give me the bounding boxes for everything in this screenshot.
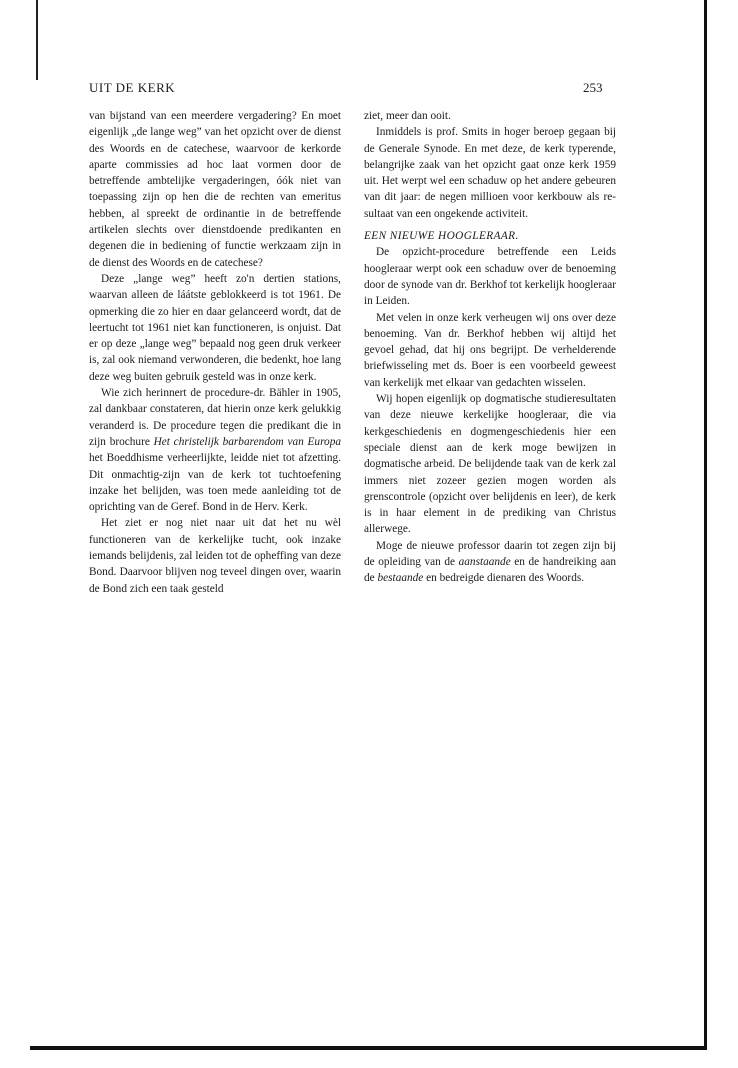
paragraph: van bijstand van een meerdere vergadering? En moet eigenlijk „de lange weg” van het opzicht over de dienst des Woords en de catechese, waarvoor de kerkorde aparte commissies ad hoc laat vormen door de betreffende ambtelijke vergaderingen, óók niet van toepassing zijn op hen die de rechten van emeritus hebben, al spreekt de ordinantie in de betreffende artikelen slechts over dienstdoende predikanten en degenen die in bediening of functie werkzaam zijn in de dienst des Woords en de catechese? xyxy=(89,110,341,269)
paragraph-text: en bedreigde dienaren des Woords. xyxy=(423,572,585,585)
paragraph: Wij hopen eigenlijk op dogmatische studieresultaten van deze nieuwe kerkelijke hoogleraar, die via kerkgeschiedenis en dogmengeschiedenis hier een speciale dienst aan de kerk moge bewijzen in dogmatische arbeid. De belijdende taak van de kerk zal immers niet zozeer gezien mogen worden als grenscontrole (opzicht over belijdenis en leer), de kerk is in haar element in de prediking van Christus allerwege. xyxy=(364,393,616,536)
section-heading: EEN NIEUWE HOOGLERAAR. xyxy=(364,230,519,243)
paragraph: Inmiddels is prof. Smits in hoger beroep gegaan bij de Generale Synode. En met deze, de kerk typerende, belangrijke zaak van het opzicht gaat onze kerk 1959 uit. Het werpt wel een schaduw op het andere gebeuren van dit jaar: de negen millioen voor kerkbouw als resultaat van een ongekende activiteit. xyxy=(364,126,616,220)
emphasis: aanstaande xyxy=(458,556,511,569)
scan-edge-right xyxy=(704,0,707,1050)
right-column xyxy=(364,108,616,587)
paragraph xyxy=(364,538,616,587)
page-number: 253 xyxy=(583,80,603,95)
paragraph: Deze „lange weg” heeft zo'n dertien stations, waarvan alleen de láátste geblokkeerd is tot 1961. De opmerking die zo hier en daar gelanceerd wordt, dat de leertucht tot 1961 niet kan functioneren, is onjuist. Dat er op deze „lange weg” bepaald nog geen druk verkeer is, zal ook niemand verwonderen, die bedenkt, hoe lang deze weg buiten gebruik gesteld was in onze kerk. xyxy=(89,272,341,383)
paragraph: Het ziet er nog niet naar uit dat het nu wèl functioneren van de kerkelijke tucht, ook inzake iemands belijdenis, zal leiden tot de opheffing van deze Bond. Daarvoor blijven nog teveel dingen over, waarin de Bond zich een taak gesteld xyxy=(89,517,341,595)
paragraph-text: en de handreiking aan de xyxy=(364,556,616,585)
scan-edge-left xyxy=(36,0,38,80)
emphasis: bestaande xyxy=(377,572,424,585)
left-column xyxy=(89,108,341,597)
paragraph: ziet, meer dan ooit. xyxy=(364,110,451,122)
paragraph-text: Moge de nieuwe professor daarin tot zegen zijn bij de opleiding van de xyxy=(364,539,616,569)
brochure-title: Het christelijk barbarendom van Europa xyxy=(153,435,342,448)
paragraph: De opzicht-procedure betreffende een Leids hoogleraar werpt ook een schaduw over de benoeming door de synode van dr. Berkhof tot kerkelijk hoogleraar in Leiden. xyxy=(364,246,616,308)
paragraph: Met velen in onze kerk verheugen wij ons over deze benoeming. Van dr. Berkhof hebben wij altijd het gevoel gehad, dat hij ons begrijpt. De verhelderende briefwisseling met ds. Boer is een voorbeeld geweest van kerkelijk met elkaar van gedachten wisselen. xyxy=(364,311,616,389)
scan-edge-bottom xyxy=(30,1046,707,1050)
paragraph-text: het Boeddhisme verheerlijkte, leidde niet tot afzetting. Dit onmachtig-zijn van de kerk tot tuchtoefening inzake het belijden, was toen mede aanleiding tot de oprichting van de Geref. Bond in de Herv. Kerk. xyxy=(89,452,341,514)
paragraph-text: Wie zich herinnert de procedure-dr. Bähler in 1905, zal dankbaar constateren, dat hierin onze kerk gelukkig veranderd is. De procedure tegen die predikant die in zijn brochure xyxy=(89,387,341,448)
running-title: UIT DE KERK xyxy=(89,80,176,95)
paragraph xyxy=(89,385,341,515)
